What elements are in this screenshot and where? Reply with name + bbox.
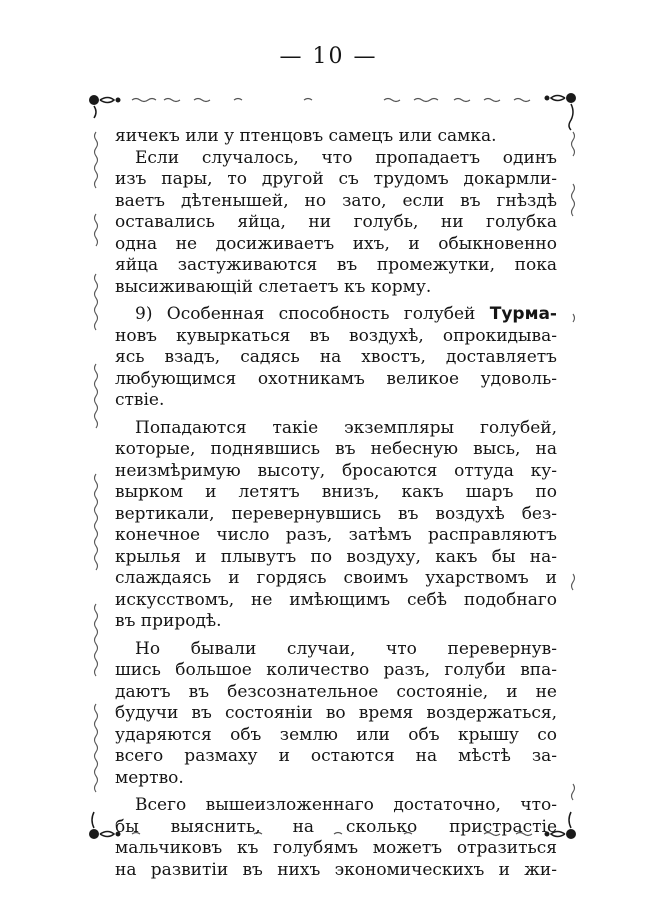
text-line: любующимся охотникамъ великое удоволь- (115, 368, 557, 389)
paragraph-2 (115, 148, 557, 299)
text-line: Если случалось, что пропадаетъ одинъ (135, 147, 557, 168)
text-line: ясь взадъ, садясь на хвостъ, доставляетъ (115, 347, 557, 367)
paragraph-6 (115, 795, 557, 881)
text-line: вертикали, перевернувшись въ воздухѣ без- (115, 503, 557, 524)
paragraph-5 (115, 639, 557, 790)
text-line: новъ кувыркаться въ воздухѣ, опрокидыва- (115, 325, 557, 346)
text-line: даютъ въ безсознательное состояніе, и не (115, 681, 557, 702)
text-line: которые, поднявшись въ небесную высь, на (115, 439, 557, 459)
text-line: ваетъ дѣтенышей, но зато, если въ гнѣздѣ (115, 190, 557, 211)
paragraph-3 (115, 304, 557, 412)
text-line: будучи въ состояніи во время воздержаться, (115, 703, 557, 723)
text-line: одна не досиживаетъ ихъ, и обыкновенно (115, 233, 557, 254)
text-line: ударяются объ землю или объ крышу со (115, 724, 557, 745)
body-text (115, 126, 557, 881)
text-line: высиживающій слетаетъ къ корму. (115, 276, 432, 297)
text-line: яичекъ или у птенцовъ самецъ или самка. (115, 126, 497, 146)
text-line: ствіе. (115, 390, 165, 410)
text-line: конечное число разъ, затѣмъ расправляютъ (115, 525, 557, 545)
text-line: неизмѣримую высоту, бросаются оттуда ку- (115, 460, 557, 481)
text-line: слаждаясь и гордясь своимъ ухарствомъ и (115, 568, 557, 588)
text-line: вырком и летятъ внизъ, какъ шаръ по (115, 482, 557, 502)
text-line (115, 304, 557, 326)
page-number: — 10 — (279, 44, 378, 69)
bold-term: Турма- (489, 304, 557, 324)
text-line: бы выяснить, на сколько пристрастіе (115, 816, 557, 837)
text-line: Попадаются такіе экземпляры голубей, (135, 417, 557, 438)
text-line: искусствомъ, не имѣющимъ себѣ подобнаго (115, 589, 557, 610)
text-line: крылья и плывутъ по воздуху, какъ бы на- (115, 546, 557, 567)
text-line: Всего вышеизложеннаго достаточно, что- (135, 795, 557, 815)
text-line: изъ пары, то другой съ трудомъ докармли- (115, 169, 557, 189)
text-line: шись большое количество разъ, голуби впа- (115, 660, 557, 680)
paragraph-4 (115, 418, 557, 633)
corner-ornament-top-left-icon (90, 96, 121, 119)
text-line: оставались яйца, ни голубь, ни голубка (115, 212, 557, 232)
text-line: въ природѣ. (115, 611, 222, 631)
corner-ornament-top-right-icon (545, 94, 576, 131)
text-line: мальчиковъ къ голубямъ можетъ отразиться (115, 838, 557, 858)
text-line: на развитіи въ нихъ экономическихъ и жи- (115, 859, 557, 880)
text-fragment: 9) Особенная способность голубей (135, 304, 476, 324)
text-line: мертво. (115, 767, 184, 788)
text-line: Но бывали случаи, что перевернув- (135, 638, 557, 659)
paragraph-1 (115, 126, 557, 148)
text-line: яйца застуживаются въ промежутки, пока (115, 255, 557, 275)
text-line: всего размаху и остаются на мѣстѣ за- (115, 746, 557, 766)
